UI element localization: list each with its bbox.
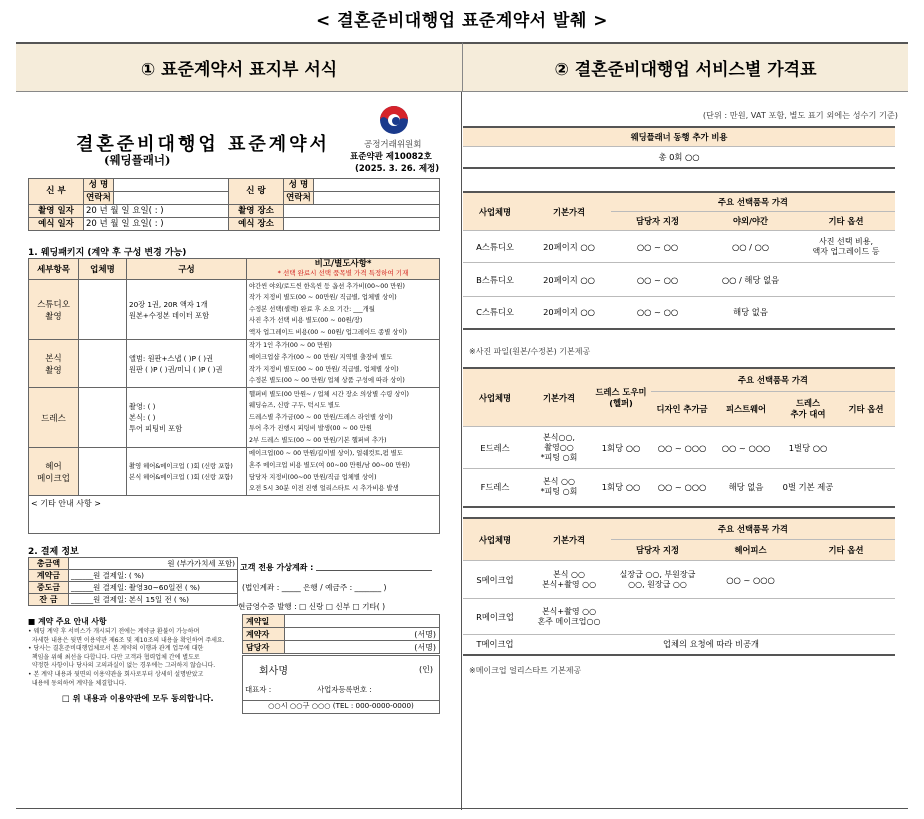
studio-head-options: 주요 선택품목 가격 [611, 192, 895, 212]
groom-name-label: 성 명 [284, 179, 314, 192]
makeup-s-hairpiece: ○○ ~ ○○○ [704, 561, 797, 599]
groom-contact-field[interactable] [314, 192, 440, 205]
makeup-head-hairpiece: 헤어피스 [704, 540, 797, 561]
makeup-note: ※메이크업 얼리스타트 기본제공 [469, 666, 582, 675]
guide-title: ■ 계약 주요 안내 사항 [28, 617, 107, 626]
row-studio-vendor[interactable] [79, 280, 127, 340]
dress-e-feastwear: ○○ ~ ○○○ [713, 427, 779, 469]
studio-b-manager: ○○ ~ ○○ [611, 263, 704, 297]
signature-table [242, 614, 440, 654]
wedding-place-field[interactable] [284, 218, 440, 231]
dress-head-vendor: 사업체명 [463, 368, 527, 427]
studio-head-etc: 기타 옵션 [797, 212, 895, 231]
makeup-s-manager: 실장급 ○○, 부원장급 ○○, 원장급 ○○ [611, 561, 704, 599]
row-makeup-notes: 메이크업(00 ~ 00 만원/길이별 상이), 얼쉐컷트,펌 별도 혼주 메이크업 비용 별도(여 00~00 만원/남 00~00 만원) 담당자 지정비(00~00 만원/직급 업체별 상이) 오전 5시 30분 이전 진행 얼리스타트 시 추가비용 발생 [247, 448, 440, 496]
payment-section-title: 2. 결제 정보 [28, 547, 79, 557]
balance-label: 잔 금 [29, 594, 69, 606]
col-notes [247, 259, 440, 280]
company-address: ○○시 ○○구 ○○○ (TEL : 000-0000-0000) [242, 699, 440, 714]
company-seal: (인) [419, 665, 433, 674]
wedding-date-label: 예식 일자 [29, 218, 84, 231]
studio-c-etc [797, 297, 895, 329]
dress-f-etc [837, 469, 895, 507]
bride-contact-field[interactable] [114, 192, 229, 205]
studio-a-etc: 사진 선택 비용, 액자 업그레이드 등 [797, 231, 895, 263]
dress-e-etc [837, 427, 895, 469]
form-subtitle: (웨딩플래너) [104, 153, 171, 167]
corporate-account[interactable]: (법인계좌 : _____ 은행 / 예금주 : _______ ) [242, 583, 387, 592]
row-makeup-vendor[interactable] [79, 448, 127, 496]
company-name-label: 회사명 [259, 666, 288, 677]
shoot-place-field[interactable] [284, 205, 440, 218]
contractor-sign[interactable]: (서명) [285, 628, 440, 641]
row-ceremony-vendor[interactable] [79, 340, 127, 388]
deposit-field[interactable]: ______원 결제일: ( %) [69, 570, 238, 582]
col-composition: 구성 [127, 259, 247, 280]
dress-head-design: 디자인 추가금 [651, 392, 713, 427]
cash-receipt[interactable]: 현금영수증 발행 : □ 신랑 □ 신부 □ 기타( ) [238, 602, 386, 611]
makeup-table [463, 517, 895, 656]
dress-e-helper: 1회당 ○○ [591, 427, 651, 469]
contract-day-field[interactable] [285, 615, 440, 628]
package-table [28, 258, 440, 534]
row-makeup-comp: 촬영 헤어&메이크업 ( )회 (신랑 포함) 본식 헤어&메이크업 ( )회 (신랑 포함) [127, 448, 247, 496]
wedding-place-label: 예식 장소 [229, 218, 284, 231]
right-header: ② 결혼준비대행업 서비스별 가격표 [462, 42, 908, 92]
ftc-logo-icon [378, 104, 410, 136]
total-field[interactable]: 원 (부가가치세 포함) [69, 558, 238, 570]
row-makeup-item: 헤어 메이크업 [29, 448, 79, 496]
col-vendor: 업체명 [79, 259, 127, 280]
page-title: < 결혼준비대행업 표준계약서 발췌 > [315, 11, 609, 31]
planner-value: 총 0회 ○○ [463, 147, 895, 169]
makeup-r-hairpiece [704, 599, 797, 635]
studio-table [463, 191, 895, 330]
dress-head-feastwear: 피스트웨어 [713, 392, 779, 427]
studio-b-outdoor: ○○ / 해당 없음 [704, 263, 797, 297]
account-underline [316, 570, 432, 571]
makeup-s-base: 본식 ○○ 본식+촬영 ○○ [527, 561, 611, 599]
deposit-label: 계약금 [29, 570, 69, 582]
shoot-place-label: 촬영 장소 [229, 205, 284, 218]
dress-head-rental: 드레스 추가 대여 [779, 392, 837, 427]
makeup-head-options: 주요 선택품목 가격 [611, 518, 895, 540]
studio-a-outdoor: ○○ / ○○ [704, 231, 797, 263]
studio-head-base: 기본가격 [527, 192, 611, 231]
clause-date: (2025. 3. 26. 제정) [355, 164, 440, 174]
studio-c-manager: ○○ ~ ○○ [611, 297, 704, 329]
shoot-date-label: 촬영 일자 [29, 205, 84, 218]
makeup-head-vendor: 사업체명 [463, 518, 527, 561]
company-box [242, 655, 440, 701]
dress-f-helper: 1회당 ○○ [591, 469, 651, 507]
studio-a-manager: ○○ ~ ○○ [611, 231, 704, 263]
middle-field[interactable]: ______원 결제일: 촬영30~60일전 ( %) [69, 582, 238, 594]
studio-head-vendor: 사업체명 [463, 192, 527, 231]
groom-label: 신 랑 [229, 179, 284, 205]
notes-head: 비고/별도사항* [314, 259, 372, 269]
dress-e-design: ○○ ~ ○○○ [651, 427, 713, 469]
parties-table [28, 178, 440, 231]
agree-checkbox[interactable]: □ 위 내용과 이용약관에 모두 동의합니다. [62, 693, 214, 703]
studio-c-outdoor: 해당 없음 [704, 297, 797, 329]
makeup-s-name: S메이크업 [463, 561, 527, 599]
row-studio-comp: 20장 1권, 20R 액자 1개 원본+수정본 데이터 포함 [127, 280, 247, 340]
planner-table [463, 126, 895, 169]
row-dress-vendor[interactable] [79, 388, 127, 448]
bottom-rule [16, 808, 908, 809]
guide-text: • 웨딩 계약 후 서비스가 개시되기 전에는 계약금 환불이 가능하며 자세한 내용은 뒷면 이용약관 제6조 및 제10조의 내용을 확인하여 주세요. • 당사는 결혼준비대행업체로서 본 계약의 이행과 관계 업무에 대한 책임을 위해 최선을 다합니다. 다만 고객과 협력업체 간에 별도로 약정한 사항이나 당사의 고의과실이 없는 경우에는 그러하지 않습니다. • 본 계약 내용과 뒷면의 이용약관을 회사로부터 상세히 설명받았고 내용에 동의하여 계약을 체결합니다. [28, 628, 225, 687]
studio-c-base: 20페이지 ○○ [527, 297, 611, 329]
dress-e-base: 본식○○, 촬영○○ *피팅 ○회 [527, 427, 591, 469]
dress-e-rental: 1벌당 ○○ [779, 427, 837, 469]
makeup-r-etc [797, 599, 895, 635]
makeup-head-base: 기본가격 [527, 518, 611, 561]
groom-name-field[interactable] [314, 179, 440, 192]
dress-head-base: 기본가격 [527, 368, 591, 427]
middle-label: 중도금 [29, 582, 69, 594]
dress-table [463, 367, 895, 508]
bride-label: 신 부 [29, 179, 84, 205]
dress-head-options: 주요 선택품목 가격 [651, 368, 895, 392]
studio-head-manager: 담당자 지정 [611, 212, 704, 231]
left-header: ① 표준계약서 표지부 서식 [16, 42, 462, 92]
company-biz-no: 사업자등록번호 : [317, 685, 372, 694]
row-dress-comp: 촬영: ( ) 본식: ( ) 투어 피팅비 포함 [127, 388, 247, 448]
account-title: 고객 전용 가상계좌 : [240, 563, 314, 572]
makeup-head-manager: 담당자 지정 [611, 540, 704, 561]
planner-title: 웨딩플래너 동행 추가 비용 [463, 127, 895, 147]
makeup-r-manager [611, 599, 704, 635]
studio-a-name: A스튜디오 [463, 231, 527, 263]
dress-head-helper: 드레스 도우미 (헬퍼) [591, 368, 651, 427]
balance-field[interactable]: ______원 결제일: 본식 15일 전 ( %) [69, 594, 238, 606]
company-rep: 대표자 : [245, 685, 272, 694]
row-ceremony-comp: 앨범: 원판+스냅 ( )P ( )권 원판 ( )P ( )권/미니 ( )P ( )권 [127, 340, 247, 388]
package-section-title: 1. 웨딩패키지 (계약 후 구성 변경 가능) [28, 248, 187, 258]
makeup-t-text: 업체의 요청에 따라 비공개 [527, 635, 895, 655]
etc-notes[interactable]: < 기타 안내 사항 > [29, 496, 440, 534]
unit-note: (단위 : 만원, VAT 포함, 별도 표기 외에는 성수기 기준) [702, 110, 898, 120]
bride-contact-label: 연락처 [84, 192, 114, 205]
studio-head-outdoor: 야외/야간 [704, 212, 797, 231]
ftc-name: 공정거래위원회 [364, 140, 422, 150]
dress-f-feastwear: 해당 없음 [713, 469, 779, 507]
dress-e-name: E드레스 [463, 427, 527, 469]
contract-day-label: 계약일 [243, 615, 285, 628]
groom-contact-label: 연락처 [284, 192, 314, 205]
makeup-r-name: R메이크업 [463, 599, 527, 635]
manager-sign[interactable]: (서명) [285, 641, 440, 654]
studio-b-etc [797, 263, 895, 297]
makeup-head-etc: 기타 옵션 [797, 540, 895, 561]
clause-number: 표준약관 제10082호 [350, 152, 432, 162]
dress-f-design: ○○ ~ ○○○ [651, 469, 713, 507]
dress-f-rental: 0벌 기본 제공 [779, 469, 837, 507]
studio-note: ※사진 파일(원본/수정본) 기본제공 [469, 347, 591, 356]
studio-c-name: C스튜디오 [463, 297, 527, 329]
dress-head-etc: 기타 옵션 [837, 392, 895, 427]
studio-a-base: 20페이지 ○○ [527, 231, 611, 263]
studio-b-name: B스튜디오 [463, 263, 527, 297]
contract-form [16, 92, 461, 808]
price-panel [463, 92, 908, 808]
col-item: 세부항목 [29, 259, 79, 280]
shoot-date-field[interactable]: 20 년 월 일 요일( : ) [84, 205, 229, 218]
makeup-s-etc [797, 561, 895, 599]
row-dress-notes: 헬퍼비 별도(00 만원~ / 업체 시간 장소 의상별 수령 상이) 웨딩슈즈, 신랑 구두, 턱시도 별도 드레스별 추가금(00 ~ 00 만원/드레스 라인별 상이) 투어 추가 진행시 피팅비 발생(00 ~ 00 만원 2부 드레스 별도(00 ~ 00 만원/기본 헬퍼비 추가) [247, 388, 440, 448]
bride-name-label: 성 명 [84, 179, 114, 192]
makeup-t-name: T메이크업 [463, 635, 527, 655]
total-label: 총금액 [29, 558, 69, 570]
studio-b-base: 20페이지 ○○ [527, 263, 611, 297]
contractor-label: 계약자 [243, 628, 285, 641]
row-dress-item: 드레스 [29, 388, 79, 448]
row-studio-item: 스튜디오 촬영 [29, 280, 79, 340]
manager-label: 담당자 [243, 641, 285, 654]
column-divider [461, 92, 462, 810]
dress-f-name: F드레스 [463, 469, 527, 507]
dress-f-base: 본식 ○○ *피팅 ○회 [527, 469, 591, 507]
bride-name-field[interactable] [114, 179, 229, 192]
row-studio-notes: 야간씬 야외/로드씬 한옥씬 등 옵션 추가비(00~00 만원) 작가 지정비 별도(00 ~ 00만원/ 직급별, 업체별 상이) 수정본 선택(셀렉) 완료 후 소요 기간: ___개월 사진 추가 선택 비용 별도(00 ~ 00원/장) 액자 업그레이드 비용(00 ~ 00원/ 업그레이드 종별 상이) [247, 280, 440, 340]
makeup-r-base: 본식+촬영 ○○ 혼주 메이크업○○ [527, 599, 611, 635]
row-ceremony-item: 본식 촬영 [29, 340, 79, 388]
form-title: 결혼준비대행업 표준계약서 [76, 134, 330, 155]
row-ceremony-notes: 작가 1인 추가(00 ~ 00 만원) 메이크업샵 추가(00 ~ 00 만원/ 지역별 출장비 별도 작가 지정비 별도(00 ~ 00 만원/ 직급별, 업체별 상이) 수정본 별도(00 ~ 00 만원/ 업체 상품 구성에 따라 상이) [247, 340, 440, 388]
payment-table [28, 557, 238, 606]
notes-sub: * 선택 완료시 선택 품목별 가격 특정하여 기재 [277, 269, 409, 277]
wedding-date-field[interactable]: 20 년 월 일 요일( : ) [84, 218, 229, 231]
